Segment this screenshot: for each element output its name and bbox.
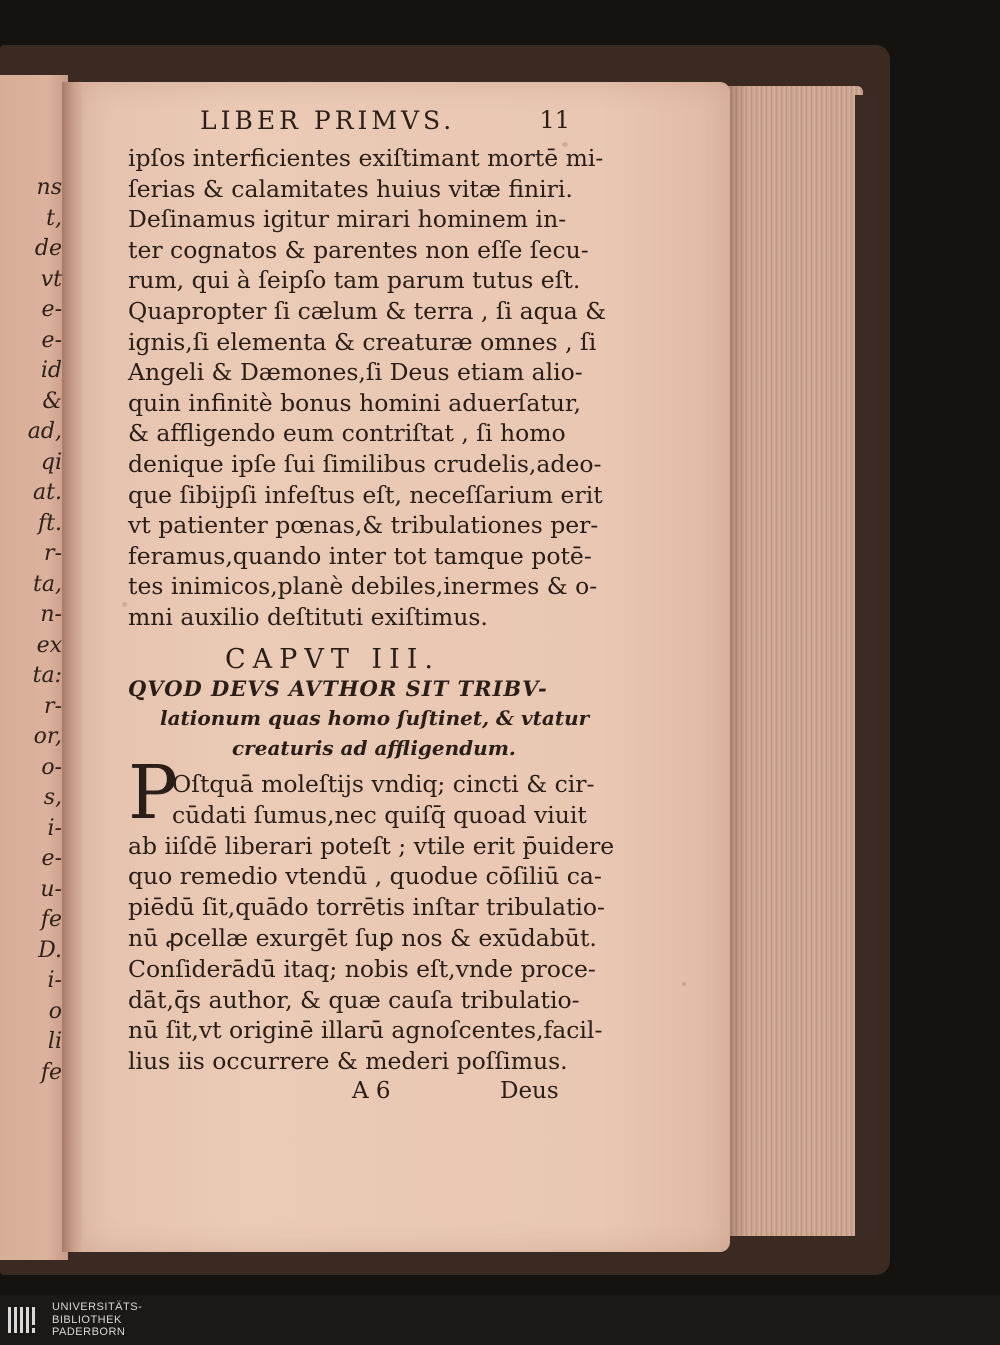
paper-speck <box>122 602 127 607</box>
left-page-fragment: ta: <box>32 663 62 688</box>
body-line: que ſibijpſi infeſtus eſt, neceſſarium erit <box>128 480 603 509</box>
left-page-fragment: o- <box>41 754 62 780</box>
catchword: Deus <box>500 1078 559 1104</box>
drop-cap: P <box>128 750 178 836</box>
body-line: vt patienter pœnas,& tribulationes per- <box>128 511 599 540</box>
body-line: ipſos interficientes exiſtimant mortē mi- <box>128 144 604 172</box>
body-line: ſerias & calamitates huius vitæ finiri. <box>128 174 573 203</box>
left-page-fragment: ft. <box>38 510 62 536</box>
left-page-fragment: ex <box>36 632 62 658</box>
paragraph-line: Oſtquā moleſtijs vndiq; cincti & cir- <box>172 770 595 798</box>
paragraph-line: nū ꝓcellæ exurgēt ſuꝑ nos & exūdabūt. <box>128 924 597 952</box>
chapter-subheading-line: creaturis ad affligendum. <box>232 736 516 760</box>
library-logo-text <box>52 1301 142 1339</box>
body-line: Angeli & Dæmones,ſi Deus etiam alio- <box>128 358 583 387</box>
body-line: Deſinamus igitur mirari hominem in- <box>128 205 567 234</box>
folio-number: 11 <box>539 106 570 134</box>
left-page-fragment: ta, <box>33 571 62 597</box>
left-page-fragment: ns <box>36 175 62 200</box>
logo-line: PADERBORN <box>52 1326 126 1338</box>
left-page-fragment: fe <box>40 907 62 932</box>
left-page-fragment: u- <box>40 876 62 902</box>
left-page-fragment: n- <box>40 602 62 627</box>
left-page-fragment: & <box>42 388 62 414</box>
left-page-fragment: i- <box>47 968 62 993</box>
body-line: denique ipſe ſui ſimilibus crudelis,adeo- <box>128 450 602 478</box>
left-page-fragment: t, <box>46 205 62 231</box>
left-page-fragment: li <box>47 1029 62 1054</box>
paragraph-line: lius iis occurrere & mederi poſſimus. <box>128 1047 568 1076</box>
cover-edge <box>855 95 877 1240</box>
body-line: mni auxilio deſtituti exiſtimus. <box>128 603 488 631</box>
left-page-fragment: D. <box>38 937 62 963</box>
paragraph-line: cūdati ſumus,nec quiſq̄ quoad viuit <box>172 800 587 829</box>
left-page-fragment: e- <box>41 327 62 353</box>
left-page-fragment: ad, <box>27 419 62 444</box>
chapter-heading: CAPVT III. <box>225 644 440 675</box>
logo-line: UNIVERSITÄTS- <box>52 1301 143 1313</box>
left-page-fragment: e- <box>41 297 62 322</box>
left-page-fragment: r- <box>44 541 62 566</box>
body-line: ignis,ſi elementa & creaturæ omnes , ſi <box>128 327 597 356</box>
chapter-subheading-line: lationum quas homo ſuſtinet, & vtatur <box>160 706 590 730</box>
body-line: ter cognatos & parentes non eſſe ſecu- <box>128 235 589 264</box>
left-page-fragment: de <box>34 236 62 261</box>
body-line: tes inimicos,planè debiles,inermes & o- <box>128 572 598 601</box>
library-logo-icon <box>8 1303 42 1337</box>
body-line: Quapropter ſi cælum & terra , ſi aqua & <box>128 297 607 325</box>
left-page-fragment: qi <box>40 449 62 475</box>
running-head-title: LIBER PRIMVS. <box>200 106 456 135</box>
paragraph-line: dāt,q̄s author, & quæ cauſa tribulatio- <box>128 985 580 1014</box>
paragraph-line: Conſiderādū itaq; nobis eſt,vnde proce- <box>128 954 596 983</box>
library-footer <box>0 1295 1000 1345</box>
paragraph-line: nū ſit,vt originē illarū agnoſcentes,facil- <box>128 1016 603 1045</box>
left-page-fragment: at. <box>33 480 62 505</box>
paragraph-line: piēdū ſit,quādo torrētis inſtar tribulatio- <box>128 893 605 922</box>
left-page-fragment: o <box>48 998 62 1024</box>
running-head <box>200 106 570 142</box>
paper-speck <box>682 982 686 986</box>
left-page-fragment: e- <box>41 846 62 871</box>
body-line: rum, qui à ſeipſo tam parum tutus eſt. <box>128 266 581 295</box>
left-page-fragment: or, <box>33 724 62 749</box>
signature-mark: A 6 <box>352 1078 391 1104</box>
body-line: & affligendo eum contriſtat , ſi homo <box>128 419 566 448</box>
body-line: quin infinitè bonus homini aduerſatur, <box>128 388 582 417</box>
left-page <box>0 75 68 1260</box>
left-page-fragment: id <box>40 358 62 383</box>
left-page-fragment: s, <box>43 785 62 810</box>
left-page-fragment: vt <box>40 266 62 292</box>
left-page-fragment: i- <box>47 815 62 841</box>
left-page-fragment: r- <box>44 693 62 719</box>
paragraph-line: quo remedio vtendū , quodue cōſiliū ca- <box>128 862 602 891</box>
left-page-fragment: fe <box>40 1059 62 1085</box>
logo-line: BIBLIOTHEK <box>52 1313 122 1326</box>
chapter-subheading-line: QVOD DEVS AVTHOR SIT TRIBV- <box>128 676 548 701</box>
paragraph-line: ab iiſdē liberari poteſt ; vtile erit p̄uidere <box>128 831 615 860</box>
body-line: feramus,quando inter tot tamque potē- <box>128 541 592 570</box>
